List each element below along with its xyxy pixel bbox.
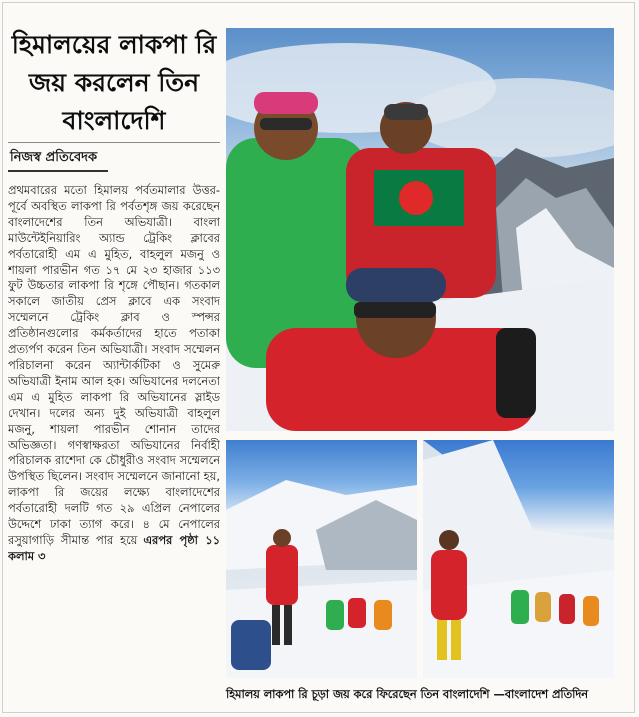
climbers-photo-left	[226, 440, 417, 678]
continuation-note: এরপর পৃষ্ঠা ১১ কলাম ৩	[8, 532, 220, 563]
photo-credit: —বাংলাদেশ প্রতিদিন	[493, 688, 588, 701]
climbers-illustration-left	[226, 440, 417, 678]
divider	[8, 142, 220, 143]
article-body	[8, 183, 220, 703]
photo-caption	[226, 686, 616, 705]
photo-caption-text: হিমালয় লাকপা রি চূড়া জয় করে ফিরেছেন তিন বাংলাদেশি	[226, 688, 490, 701]
divider	[8, 170, 108, 172]
climbers-illustration-right	[423, 440, 614, 678]
article-body-text: প্রথমবারের মতো হিমালয় পর্বতমালার উত্তর-পূর্বে অবস্থিত লাকপা রি পর্বতশৃঙ্গ জয় করেছেন বাংলাদেশের তিন অভিযাত্রী। বাংলা মাউন্টেইনিয়ারিং অ্যান্ড ট্রেকিং ক্লাবের পর্বতারোহী এম এ মুহিত, বাহলুল মজনু ও শায়লা পারভীন গত ১৭ মে ২৩ হাজার ১১৩ ফুট উচ্চতার লাকপা রি শৃঙ্গে পৌছান। গতকাল সকালে জাতীয় প্রেস ক্লাবে এক সংবাদ সম্মেলনে ট্রেকিং ক্লাব ও স্পন্সর প্রতিষ্ঠানগুলোর কর্মকর্তাদের হাতে পতাকা প্রত্যর্পণ করেন তিন অভিযাত্রী। সংবাদ সম্মেলন পরিচালনা করেন অ্যান্টার্কটিকা ও সুমেরু অভিযাত্রী ইনাম আল হক। অভিযানের দলনেতা এম এ মুহিত লাকপা রি অভিযানের স্লাইড দেখান। দলের অন্য দুই অভিযাত্রী বাহলুল মজনু, শায়লা পারভীন শোনান তাদের অভিজ্ঞতা। গণস্বাক্ষরতা অভিযানের নির্বাহী পরিচালক রাশেদা কে চৌধুরীও সংবাদ সম্মেলনে উপস্থিত ছিলেন। সংবাদ সম্মেলনে জানানো হয়, লাকপা রি জয়ের লক্ষ্যে বাংলাদেশের পর্বতারোহী দলটি গত ২৯ এপ্রিল নেপালের উদ্দেশে ঢাকা ত্যাগ করে। ৪ মে নেপালের রসুয়াগাড়ি সীমান্ত পার হয়ে	[8, 183, 220, 547]
byline: নিজস্ব প্রতিবেদক	[10, 150, 98, 165]
summit-illustration	[226, 28, 614, 431]
headline: হিমালয়ের লাকপা রি জয় করলেন তিন বাংলাদেশি	[11, 30, 217, 135]
climbers-photo-right	[423, 440, 614, 678]
summit-photo	[226, 28, 614, 431]
